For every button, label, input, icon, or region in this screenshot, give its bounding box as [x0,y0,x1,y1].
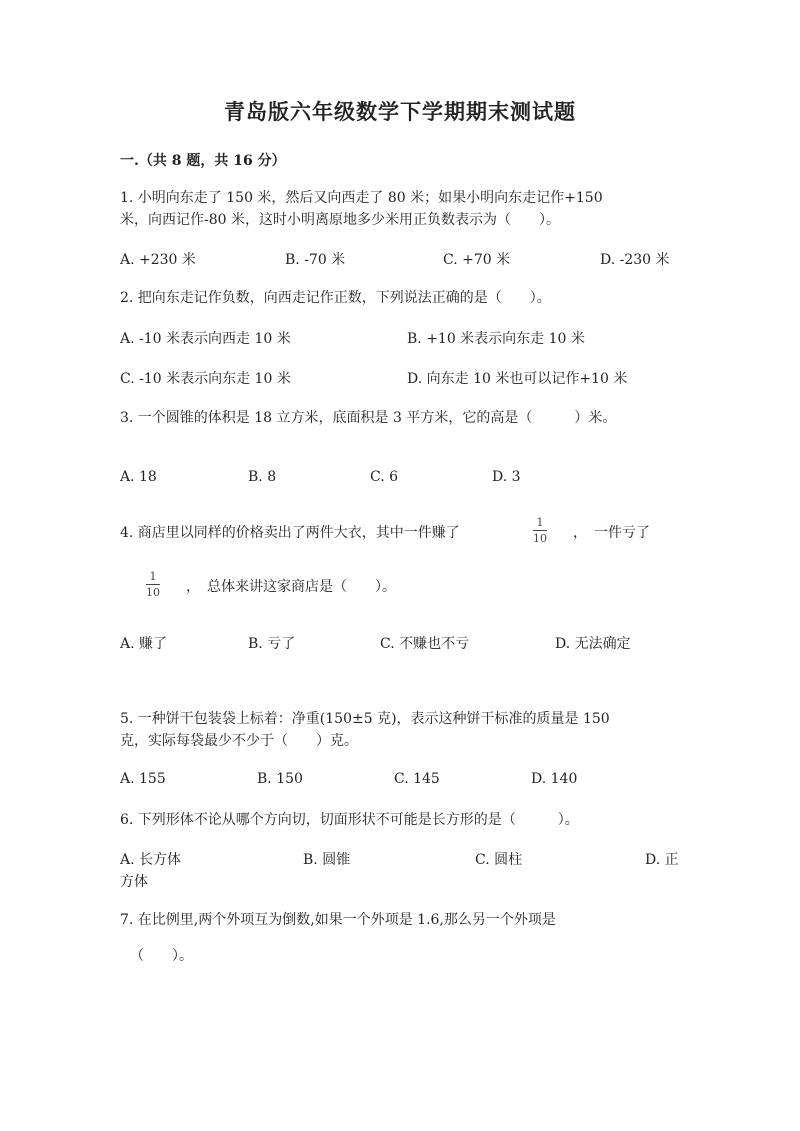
question-6: 6. 下列形体不论从哪个方向切，切面形状不可能是长方形的是（ ）。 [120,812,579,828]
q6-option-b[interactable]: B. 圆锥 [303,852,351,868]
q4-option-b[interactable]: B. 亏了 [248,636,296,652]
q3-option-d[interactable]: D. 3 [492,469,521,485]
question-5-line-1: 5. 一种饼干包装袋上标着：净重(150±5 克)，表示这种饼干标准的质量是 150 [120,711,610,727]
q6-option-a[interactable]: A. 长方体 [120,852,182,868]
q2-option-c[interactable]: C. -10 米表示向东走 10 米 [120,371,291,387]
q5-option-c[interactable]: C. 145 [394,771,440,787]
q1-option-b[interactable]: B. -70 米 [285,252,346,268]
fraction-numerator: 1 [536,516,544,529]
q4-option-c[interactable]: C. 不赚也不亏 [380,636,470,652]
section-heading: 一.（共 8 题，共 16 分） [120,153,286,169]
question-5-line-2: 克，实际每袋最少不少于（ ）克。 [120,733,358,749]
fraction-one-tenth-2 [146,570,160,599]
fraction-numerator: 1 [149,570,157,583]
q3-option-b[interactable]: B. 8 [248,469,277,485]
q3-option-a[interactable]: A. 18 [120,469,157,485]
question-1-line-1: 1. 小明向东走了 150 米，然后又向西走了 80 米；如果小明向东走记作+150 [120,190,603,206]
q5-option-b[interactable]: B. 150 [257,771,303,787]
q4-option-a[interactable]: A. 赚了 [120,636,168,652]
question-5 [120,708,680,752]
question-4-part-1: 4. 商店里以同样的价格卖出了两件大衣，其中一件赚了 [120,525,460,541]
q4-option-d[interactable]: D. 无法确定 [555,636,631,652]
q1-option-c[interactable]: C. +70 米 [443,252,511,268]
question-7-line-1: 7. 在比例里,两个外项互为倒数,如果一个外项是 1.6,那么另一个外项是 [120,912,556,928]
question-7-line-2: （ ）。 [130,948,193,964]
q6-option-c[interactable]: C. 圆柱 [475,852,523,868]
q2-option-b[interactable]: B. +10 米表示向东走 10 米 [407,331,585,347]
question-4-part-3: ， 总体来讲这家商店是（ ）。 [186,579,396,595]
q2-option-a[interactable]: A. -10 米表示向西走 10 米 [120,331,291,347]
question-4-part-2: ， 一件亏了 [573,525,650,541]
q1-option-a[interactable]: A. +230 米 [120,252,196,268]
fraction-bar [533,530,547,531]
fraction-denominator: 10 [146,586,160,599]
q6-option-d[interactable]: D. 正 [645,852,679,868]
q1-option-d[interactable]: D. -230 米 [600,252,670,268]
question-2: 2. 把向东走记作负数，向西走记作正数，下列说法正确的是（ ）。 [120,290,551,306]
q5-option-d[interactable]: D. 140 [531,771,578,787]
question-3: 3. 一个圆锥的体积是 18 立方米，底面积是 3 平方米，它的高是（ ）米。 [120,410,617,426]
page-title: 青岛版六年级数学下学期期末测试题 [224,99,576,124]
fraction-bar [146,584,160,585]
q3-option-c[interactable]: C. 6 [370,469,399,485]
q5-option-a[interactable]: A. 155 [120,771,166,787]
question-1-line-2: 米，向西记作-80 米，这时小明离原地多少米用正负数表示为（ ）。 [120,212,560,228]
fraction-denominator: 10 [533,532,547,545]
q2-option-d[interactable]: D. 向东走 10 米也可以记作+10 米 [407,371,628,387]
question-1 [120,187,680,231]
q6-option-d-wrap: 方体 [120,874,148,890]
fraction-one-tenth-1 [533,516,547,545]
